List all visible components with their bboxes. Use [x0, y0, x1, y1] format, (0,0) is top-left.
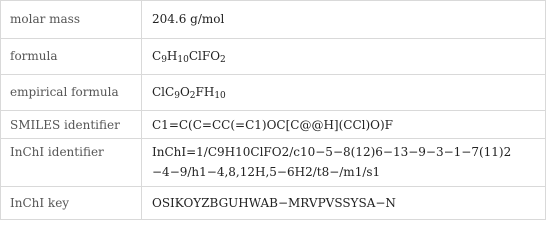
row-label: InChI identifier [10, 145, 104, 159]
row-value: $C_9H_{10}ClFO_2$ [152, 49, 226, 65]
row-value: 204.6 g/mol [152, 12, 225, 26]
table-row [1, 186, 545, 220]
row-value: $ClC_9O_2FH_{10}$ [152, 85, 226, 101]
table-row [1, 1, 545, 38]
row-value: OSIKOYZBGUHWAB−MRVPVSSYSA−N [152, 196, 396, 210]
row-label: molar mass [10, 12, 80, 26]
row-label: formula [10, 49, 58, 63]
row-value: C1=C(C=CC(=C1)OC[C@@H](CCl)O)F [152, 118, 394, 132]
row-value: InChI=1/C9H10ClFO2/c10−5−8(12)6−13−9−3−1−7(11)2 −4−9/h1−4,8,12H,5−6H2/t8−/m1/s1 [152, 145, 512, 179]
row-label: empirical formula [10, 85, 119, 99]
table-row [1, 74, 545, 111]
row-label: InChI key [10, 196, 70, 210]
table-row [1, 38, 545, 75]
row-label: SMILES identifier [10, 118, 120, 132]
table-row [1, 110, 545, 139]
table-row [1, 138, 545, 187]
